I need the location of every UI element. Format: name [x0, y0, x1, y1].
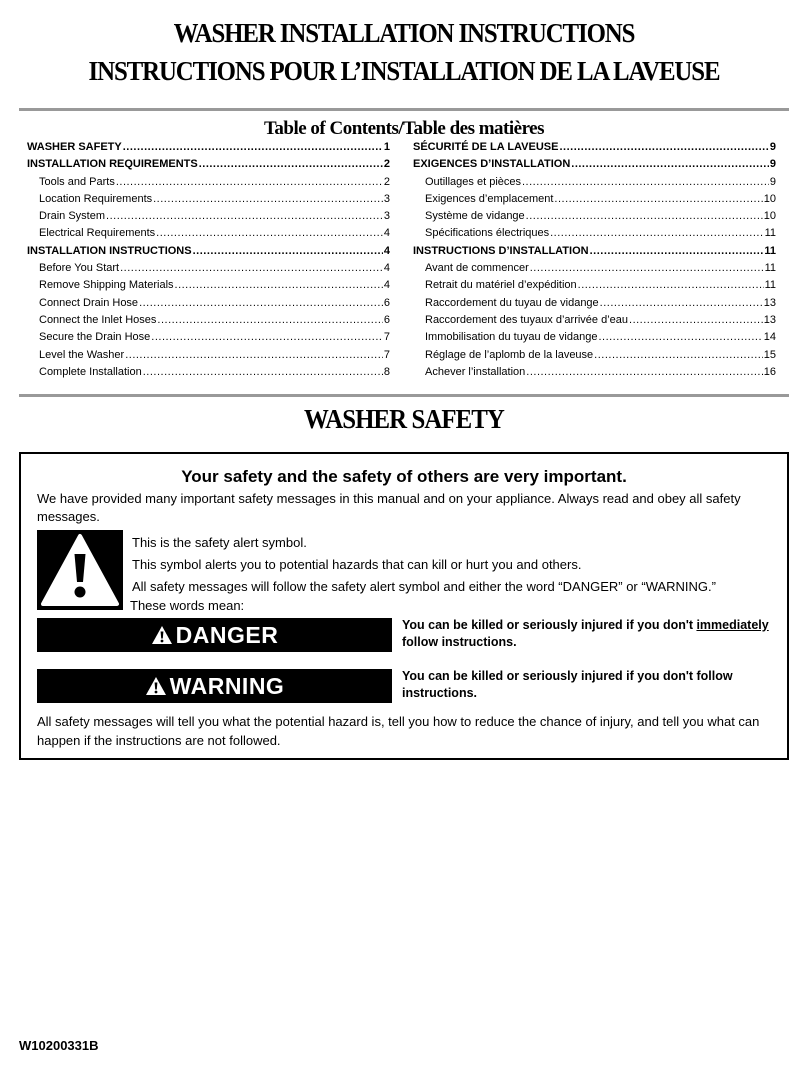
- warning-label: WARNING: [169, 672, 285, 699]
- toc-entry-page: 13: [763, 296, 776, 309]
- safety-alert-icon: [37, 530, 123, 610]
- title-english: WASHER INSTALLATION INSTRUCTIONS: [173, 18, 635, 48]
- toc-entry-page: 6: [383, 313, 390, 326]
- document-header: [0, 14, 808, 90]
- document-number: W10200331B: [19, 1038, 99, 1053]
- toc-entry-label: Raccordement des tuyaux d’arrivée d’eau: [425, 313, 629, 326]
- toc-entry-label: Connect Drain Hose: [39, 296, 139, 309]
- toc-dot-leader: [578, 277, 764, 294]
- toc-dot-leader: [175, 277, 383, 294]
- toc-column-english: [27, 139, 390, 381]
- toc-dot-leader: [600, 295, 763, 312]
- toc-entry-label: INSTRUCTIONS D’INSTALLATION: [413, 244, 589, 257]
- toc-entry-label: Immobilisation du tuyau de vidange: [425, 331, 598, 344]
- toc-entry-page: 9: [769, 141, 776, 153]
- toc-entry: [27, 260, 390, 277]
- toc-dot-leader: [199, 156, 383, 173]
- toc-entry-label: Electrical Requirements: [39, 227, 156, 240]
- warning-description: You can be killed or seriously injured if you don't follow instructions.: [402, 669, 733, 700]
- toc-dot-leader: [116, 174, 383, 191]
- toc-dot-leader: [526, 364, 762, 381]
- warning-signal-bar: [37, 669, 392, 703]
- toc-entry-page: 9: [769, 158, 776, 171]
- toc-entry-page: 1: [383, 141, 390, 153]
- toc-entry-label: Complete Installation: [39, 365, 142, 378]
- toc-entry: [413, 312, 776, 329]
- toc-entry-page: 7: [383, 348, 390, 361]
- toc-entry-page: 11: [764, 279, 776, 292]
- alert-line-1: This is the safety alert symbol.: [132, 535, 307, 550]
- toc-entry-page: 11: [764, 262, 776, 275]
- toc-dot-leader: [193, 243, 383, 260]
- toc-dot-leader: [590, 243, 764, 260]
- toc-dot-leader: [530, 260, 764, 277]
- toc-dot-leader: [139, 295, 383, 312]
- toc-dot-leader: [629, 312, 763, 329]
- warning-alert-icon: [145, 676, 167, 696]
- alert-symbol-explanation: [132, 532, 772, 613]
- toc-dot-leader: [571, 156, 769, 173]
- toc-dot-leader: [157, 312, 382, 329]
- toc-entry: [27, 277, 390, 294]
- toc-entry-page: 9: [769, 175, 776, 188]
- toc-entry-label: Level the Washer: [39, 348, 125, 361]
- toc-entry: [27, 191, 390, 208]
- toc-entry-label: Connect the Inlet Hoses: [39, 313, 157, 326]
- toc-entry-page: 4: [383, 262, 390, 275]
- toc-dot-leader: [526, 208, 763, 225]
- toc-entry: [27, 329, 390, 346]
- toc-entry-label: Secure the Drain Hose: [39, 331, 151, 344]
- toc-entry: [413, 364, 776, 381]
- toc-entry: [413, 260, 776, 277]
- toc-entry: [413, 277, 776, 294]
- toc-entry-page: 15: [763, 348, 776, 361]
- toc-entry: [27, 139, 390, 156]
- toc-entry: [413, 156, 776, 173]
- toc-entry-label: Drain System: [39, 210, 106, 223]
- toc-entry-label: WASHER SAFETY: [27, 141, 122, 153]
- toc-entry-page: 14: [763, 331, 776, 344]
- divider-top: [19, 108, 789, 111]
- toc-entry-page: 10: [763, 192, 776, 205]
- toc-entry: [27, 295, 390, 312]
- toc-entry: [27, 312, 390, 329]
- safety-message-box: [19, 452, 789, 760]
- toc-entry-page: 3: [383, 210, 390, 223]
- toc-entry-page: 8: [383, 365, 390, 378]
- toc-entry-page: 4: [383, 279, 390, 292]
- toc-entry: [413, 243, 776, 260]
- toc-entry-label: Remove Shipping Materials: [39, 279, 174, 292]
- toc-entry-page: 3: [383, 192, 390, 205]
- danger-alert-icon: [151, 625, 173, 645]
- toc-entry-label: Before You Start: [39, 262, 120, 275]
- divider-middle: [19, 394, 789, 397]
- safety-outro: All safety messages will tell you what the potential hazard is, tell you how to reduce the chance of injury, and tell you what can happen if the instructions are not followed.: [37, 714, 760, 748]
- toc-entry-label: Outillages et pièces: [425, 175, 521, 188]
- toc-dot-leader: [106, 208, 383, 225]
- toc-dot-leader: [522, 174, 769, 191]
- toc-dot-leader: [120, 260, 383, 277]
- toc-entry-label: Achever l’installation: [425, 365, 526, 378]
- toc-entry: [27, 208, 390, 225]
- toc-dot-leader: [143, 364, 383, 381]
- toc-dot-leader: [550, 225, 763, 242]
- toc-entry: [413, 191, 776, 208]
- toc-entry-page: 4: [383, 244, 390, 257]
- toc-entry-label: SÉCURITÉ DE LA LAVEUSE: [413, 141, 559, 153]
- toc-entry-page: 2: [383, 158, 390, 171]
- toc-entry: [413, 174, 776, 191]
- toc-entry: [413, 295, 776, 312]
- toc-dot-leader: [151, 329, 383, 346]
- alert-line-3: All safety messages will follow the safety alert symbol and either the word “DANGER” or “WARNING.”: [132, 579, 716, 594]
- safety-heading: Your safety and the safety of others are very important.: [181, 467, 627, 486]
- alert-line-2: This symbol alerts you to potential hazards that can kill or hurt you and others.: [132, 557, 582, 572]
- toc-entry: [27, 243, 390, 260]
- toc-entry: [413, 208, 776, 225]
- safety-intro: We have provided many important safety messages in this manual and on your appliance. Always read and obey all safety messages.: [37, 491, 741, 524]
- toc-entry: [27, 156, 390, 173]
- toc-entry: [413, 139, 776, 156]
- toc-entry-label: Spécifications électriques: [425, 227, 550, 240]
- toc-entry-label: Retrait du matériel d’expédition: [425, 279, 577, 292]
- toc-entry-page: 16: [763, 365, 776, 378]
- toc-dot-leader: [125, 347, 383, 364]
- toc-dot-leader: [123, 139, 383, 156]
- title-french: INSTRUCTIONS POUR L’INSTALLATION DE LA LAVEUSE: [88, 56, 720, 86]
- toc-entry-page: 4: [383, 227, 390, 240]
- toc-entry-label: Tools and Parts: [39, 175, 115, 188]
- toc-entry-label: Réglage de l’aplomb de la laveuse: [425, 348, 594, 361]
- toc-entry-page: 13: [763, 313, 776, 326]
- toc-entry: [413, 329, 776, 346]
- toc-entry: [27, 225, 390, 242]
- danger-label: DANGER: [175, 621, 279, 648]
- toc-dot-leader: [559, 139, 768, 156]
- toc-entry-label: Location Requirements: [39, 192, 153, 205]
- toc-dot-leader: [153, 191, 383, 208]
- toc-dot-leader: [594, 347, 763, 364]
- toc-entry-label: EXIGENCES D’INSTALLATION: [413, 158, 571, 171]
- danger-description: You can be killed or seriously injured if you don't immediately follow instructions.: [402, 618, 769, 649]
- danger-signal-bar: [37, 618, 392, 652]
- toc-entry-label: Raccordement du tuyau de vidange: [425, 296, 599, 309]
- toc-entry-page: 6: [383, 296, 390, 309]
- toc-entry: [27, 347, 390, 364]
- alert-line-4: These words mean:: [130, 598, 245, 613]
- toc-entry-page: 10: [763, 210, 776, 223]
- toc-entry-page: 11: [764, 244, 776, 257]
- toc-entry: [413, 347, 776, 364]
- toc-entry-label: Système de vidange: [425, 210, 525, 223]
- toc-entry-label: Exigences d’emplacement: [425, 192, 554, 205]
- toc-entry-page: 2: [383, 175, 390, 188]
- toc-entry-label: INSTALLATION REQUIREMENTS: [27, 158, 198, 171]
- toc-title: Table of Contents/Table des matières: [263, 118, 545, 139]
- toc-entry: [27, 174, 390, 191]
- danger-emphasis: immediately: [696, 618, 769, 632]
- toc-entry: [27, 364, 390, 381]
- toc-column-french: [413, 139, 776, 381]
- toc-entry: [413, 225, 776, 242]
- toc-entry-page: 11: [764, 227, 776, 240]
- section-title-washer-safety: WASHER SAFETY: [304, 404, 504, 434]
- toc-dot-leader: [554, 191, 762, 208]
- toc-dot-leader: [156, 225, 383, 242]
- toc-dot-leader: [598, 329, 762, 346]
- toc-entry-label: Avant de commencer: [425, 262, 529, 275]
- toc-entry-label: INSTALLATION INSTRUCTIONS: [27, 244, 192, 257]
- toc-entry-page: 7: [383, 331, 390, 344]
